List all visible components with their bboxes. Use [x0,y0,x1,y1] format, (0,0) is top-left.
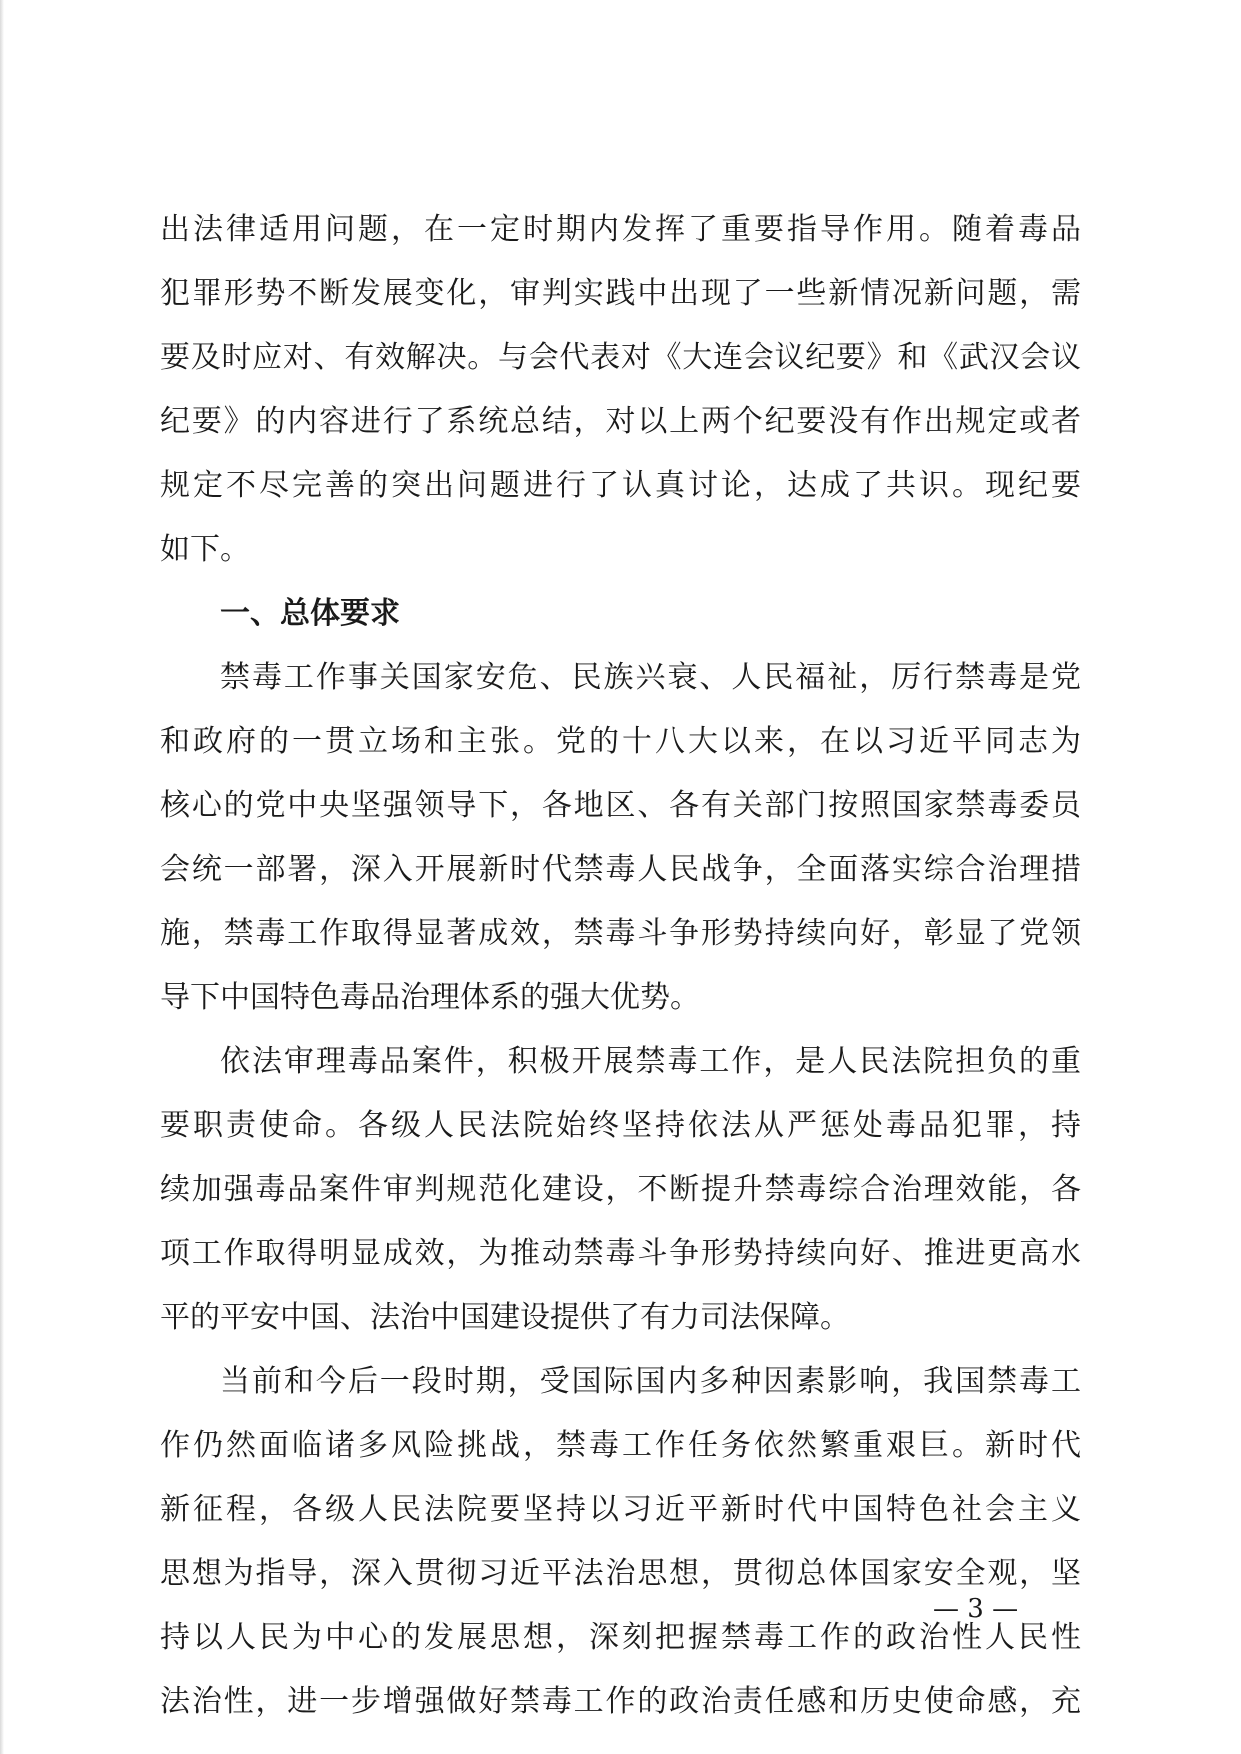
section-heading: 一、总体要求 [220,596,400,631]
scan-edge [0,0,4,1754]
text-line: 思想为指导，深入贯彻习近平法治思想，贯彻总体国家安全观，坚 [160,1556,1081,1591]
text-line: 要职责使命。各级人民法院始终坚持依法从严惩处毒品犯罪，持 [160,1108,1081,1143]
text-line: 和政府的一贯立场和主张。党的十八大以来，在以习近平同志为 [160,724,1081,759]
text-line: 核心的党中央坚强领导下，各地区、各有关部门按照国家禁毒委员 [160,788,1081,823]
text-line: 项工作取得明显成效，为推动禁毒斗争形势持续向好、推进更高水 [160,1236,1081,1271]
text-line: 如下。 [160,532,250,567]
text-line: 纪要》的内容进行了系统总结，对以上两个纪要没有作出规定或者 [160,404,1081,439]
text-line: 施，禁毒工作取得显著成效，禁毒斗争形势持续向好，彰显了党领 [160,916,1081,951]
text-line: 出法律适用问题，在一定时期内发挥了重要指导作用。随着毒品 [160,212,1081,247]
text-line: 犯罪形势不断发展变化，审判实践中出现了一些新情况新问题，需 [160,276,1081,311]
text-line: 规定不尽完善的突出问题进行了认真讨论，达成了共识。现纪要 [160,468,1081,503]
text-line: 作仍然面临诸多风险挑战，禁毒工作任务依然繁重艰巨。新时代 [160,1428,1081,1463]
text-line: 会统一部署，深入开展新时代禁毒人民战争，全面落实综合治理措 [160,852,1081,887]
text-line: 当前和今后一段时期，受国际国内多种因素影响，我国禁毒工 [220,1364,1081,1399]
text-line: 依法审理毒品案件，积极开展禁毒工作，是人民法院担负的重 [220,1044,1081,1079]
text-line: 要及时应对、有效解决。与会代表对《大连会议纪要》和《武汉会议 [160,340,1081,375]
text-line: 导下中国特色毒品治理体系的强大优势。 [160,980,700,1015]
text-line: 平的平安中国、法治中国建设提供了有力司法保障。 [160,1300,850,1335]
text-line: 法治性，进一步增强做好禁毒工作的政治责任感和历史使命感，充 [160,1684,1081,1719]
text-line: 持以人民为中心的发展思想，深刻把握禁毒工作的政治性人民性 [160,1620,1081,1655]
text-line: 新征程，各级人民法院要坚持以习近平新时代中国特色社会主义 [160,1492,1081,1527]
text-line: 续加强毒品案件审判规范化建设，不断提升禁毒综合治理效能，各 [160,1172,1081,1207]
document-body [160,198,1081,1734]
page-number: — 3 — [933,1594,1019,1624]
text-line: 禁毒工作事关国家安危、民族兴衰、人民福祉，厉行禁毒是党 [220,660,1081,695]
